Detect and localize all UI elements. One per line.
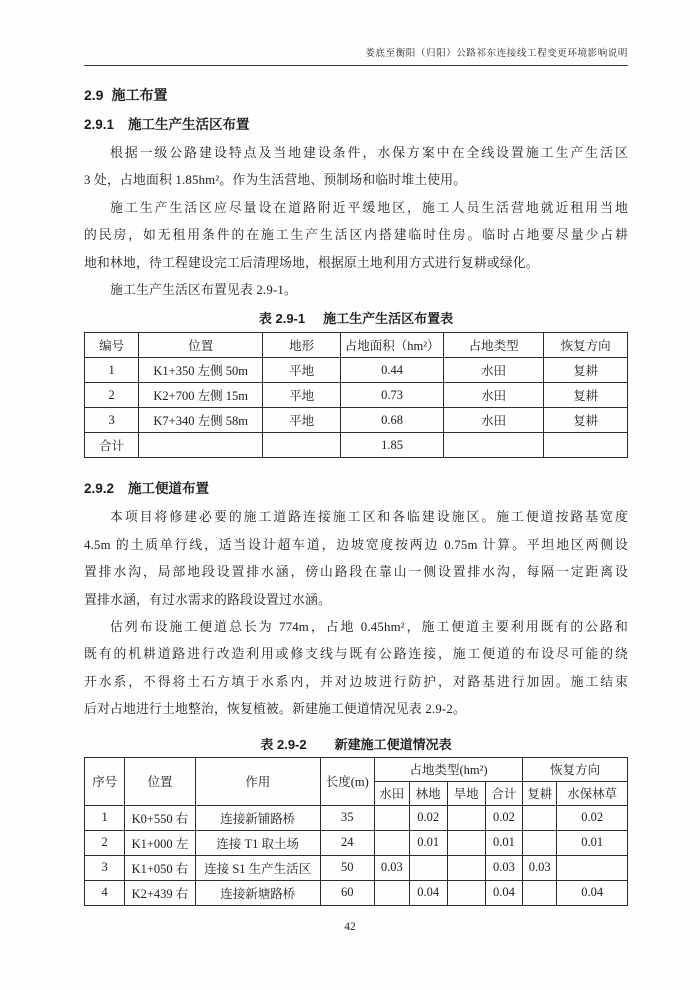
table-cell: 连接新铺路桥: [195, 805, 320, 830]
table-cell: [374, 830, 409, 855]
section-number: 2.9.2: [84, 481, 115, 497]
table-cell: 平地: [263, 383, 341, 408]
table-cell: 0.02: [409, 805, 447, 830]
table-total-row: [85, 433, 628, 458]
column-header: 作用: [195, 757, 320, 805]
table-cell: 平地: [263, 358, 341, 383]
text-line: 开水系，不得将土石方填于水系内，并对边坡进行防护，对路基进行加固。施工结束: [84, 674, 628, 689]
table-header-row: [85, 333, 628, 358]
column-subheader: 林地: [409, 781, 447, 805]
column-header: 地形: [263, 333, 341, 358]
table-cell: 0.02: [557, 805, 628, 830]
column-subheader: 合计: [485, 781, 522, 805]
table-cell: [447, 830, 485, 855]
column-group-header: 占地类型(hm²): [374, 757, 522, 781]
table-cell: 0.73: [341, 383, 444, 408]
section-heading-2-9: [84, 87, 628, 104]
table-cell: [523, 880, 557, 905]
column-header: 长度(m): [320, 757, 374, 805]
text-line: 置排水沟，局部地段设置排水涵，傍山路段在靠山一侧设置排水沟，每隔一定距离设: [84, 565, 628, 580]
table-caption-title: 施工生产生活区布置表: [323, 311, 454, 327]
table-cell: 1.85: [341, 433, 444, 458]
table-cell: K0+550 右: [125, 805, 196, 830]
table-1-caption: [84, 309, 628, 328]
text-line: 地和林地，待工程建设完工后清理场地，根据原土地利用方式进行复耕或绿化。: [84, 255, 539, 270]
table-cell: 水田: [443, 358, 543, 383]
text-line: 4.5m 的土质单行线，适当设计超车道，边坡宽度按两边 0.75m 计算。平坦地区两侧设: [84, 537, 628, 552]
page-header: [84, 48, 628, 66]
section-title: 施工生产生活区布置: [128, 117, 250, 132]
table-row: [85, 880, 628, 905]
table-cell: 0.04: [485, 880, 522, 905]
running-header-text: 娄底至衡阳（归阳）公路祁东连接线工程变更环境影响说明: [365, 49, 628, 59]
table-cell: [409, 855, 447, 880]
table-cell: K7+340 左侧 58m: [139, 408, 263, 433]
table-cell: 0.01: [409, 830, 447, 855]
section-heading-2-9-1: [84, 117, 628, 133]
column-header: 编号: [85, 333, 139, 358]
table-cell: 0.02: [485, 805, 522, 830]
table-cell: 复耕: [544, 383, 628, 408]
table-cell: K1+000 左: [125, 830, 196, 855]
table-cell: 0.03: [374, 855, 409, 880]
table-row: [85, 408, 628, 433]
table-cell: 复耕: [544, 408, 628, 433]
table-row: [85, 830, 628, 855]
table-cell: 2: [85, 383, 139, 408]
table-2-9-2: [84, 757, 628, 906]
text-line: 置排水涵，有过水需求的路段设置过水涵。: [84, 592, 331, 607]
table-cell: K2+700 左侧 15m: [139, 383, 263, 408]
table-cell: 24: [320, 830, 374, 855]
table-cell: 连接 T1 取土场: [195, 830, 320, 855]
text-line: 本项目将修建必要的施工道路连接施工区和各临建设施区。施工便道按路基宽度: [110, 510, 628, 525]
table-cell: 1: [85, 805, 125, 830]
table-row: [85, 358, 628, 383]
table-cell: 3: [85, 408, 139, 433]
table-cell: 连接 S1 生产生活区: [195, 855, 320, 880]
section-number: 2.9: [84, 87, 104, 103]
section-number: 2.9.1: [84, 117, 115, 132]
table-cell: [443, 433, 543, 458]
table-row: [85, 855, 628, 880]
text-line: 施工生产生活区布置见表 2.9-1。: [110, 283, 298, 298]
column-subheader: 水保林草: [557, 781, 628, 805]
table-cell: [374, 880, 409, 905]
column-subheader: 水田: [374, 781, 409, 805]
table-cell: 0.01: [557, 830, 628, 855]
column-header: 位置: [125, 757, 196, 805]
text-line: 估列布设施工便道总长为 774m，占地 0.45hm²，施工便道主要利用既有的公路和: [110, 620, 628, 635]
table-cell: [447, 880, 485, 905]
text-line: 施工生产生活区应尽量设在道路附近平缓地区，施工人员生活营地就近租用当地: [110, 200, 628, 215]
table-cell: 0.68: [341, 408, 444, 433]
table-cell: [544, 433, 628, 458]
section-title: 施工便道布置: [128, 481, 210, 497]
section-heading-2-9-2: [84, 481, 628, 497]
table-2-9-1: [84, 332, 628, 458]
page-number: 42: [344, 921, 356, 933]
table-cell: 3: [85, 855, 125, 880]
table-cell: [523, 830, 557, 855]
table-cell: 0.01: [485, 830, 522, 855]
column-header: 序号: [85, 757, 125, 805]
table-cell: 0.04: [557, 880, 628, 905]
table-cell: K1+350 左侧 50m: [139, 358, 263, 383]
table-cell: 平地: [263, 408, 341, 433]
table-cell: 合计: [85, 433, 139, 458]
column-header: 占地类型: [443, 333, 543, 358]
section-title: 施工布置: [111, 87, 168, 103]
table-caption-label: 表 2.9-1: [258, 311, 306, 327]
column-subheader: 旱地: [447, 781, 485, 805]
table-cell: 0.44: [341, 358, 444, 383]
paragraph: [84, 504, 628, 614]
paragraph: [84, 277, 628, 304]
table-cell: 连接新塘路桥: [195, 880, 320, 905]
table-cell: [557, 855, 628, 880]
table-cell: 0.04: [409, 880, 447, 905]
table-row: [85, 383, 628, 408]
table-caption-label: 表 2.9-2: [260, 736, 307, 752]
column-group-header: 恢复方向: [523, 757, 628, 781]
table-cell: [374, 805, 409, 830]
column-header: 占地面积（hm²）: [341, 333, 444, 358]
table-cell: [447, 855, 485, 880]
text-line: 既有的机耕道路进行改造利用或修支线与既有公路连接，施工便道的布设尽可能的绕: [84, 647, 628, 662]
table-cell: K1+050 右: [125, 855, 196, 880]
table-cell: 水田: [443, 383, 543, 408]
text-line: 的民房，如无租用条件的在施工生产生活区内搭建临时住房。临时占地要尽量少占耕: [84, 228, 628, 243]
table-cell: 60: [320, 880, 374, 905]
table-caption-title: 新建施工便道情况表: [334, 736, 452, 752]
table-cell: 0.03: [523, 855, 557, 880]
paragraph: [84, 140, 628, 195]
table-2-caption: [84, 735, 628, 754]
text-line: 3 处，占地面积 1.85hm²。作为生活营地、预制场和临时堆土使用。: [84, 173, 467, 188]
table-header-row: [85, 757, 628, 781]
paragraph: [84, 614, 628, 724]
paragraph: [84, 195, 628, 277]
table-cell: 水田: [443, 408, 543, 433]
table-cell: [523, 805, 557, 830]
table-cell: 2: [85, 830, 125, 855]
table-cell: 复耕: [544, 358, 628, 383]
table-row: [85, 805, 628, 830]
column-header: 位置: [139, 333, 263, 358]
table-cell: 35: [320, 805, 374, 830]
table-cell: [263, 433, 341, 458]
table-cell: 1: [85, 358, 139, 383]
table-cell: 50: [320, 855, 374, 880]
table-cell: [447, 805, 485, 830]
table-cell: 0.03: [485, 855, 522, 880]
table-cell: [139, 433, 263, 458]
column-header: 恢复方向: [544, 333, 628, 358]
column-subheader: 复耕: [523, 781, 557, 805]
text-line: 后对占地进行土地整治，恢复植被。新建施工便道情况见表 2.9-2。: [84, 702, 466, 717]
table-cell: K2+439 右: [125, 880, 196, 905]
text-line: 根据一级公路建设特点及当地建设条件，水保方案中在全线设置施工生产生活区: [110, 146, 628, 160]
table-cell: 4: [85, 880, 125, 905]
